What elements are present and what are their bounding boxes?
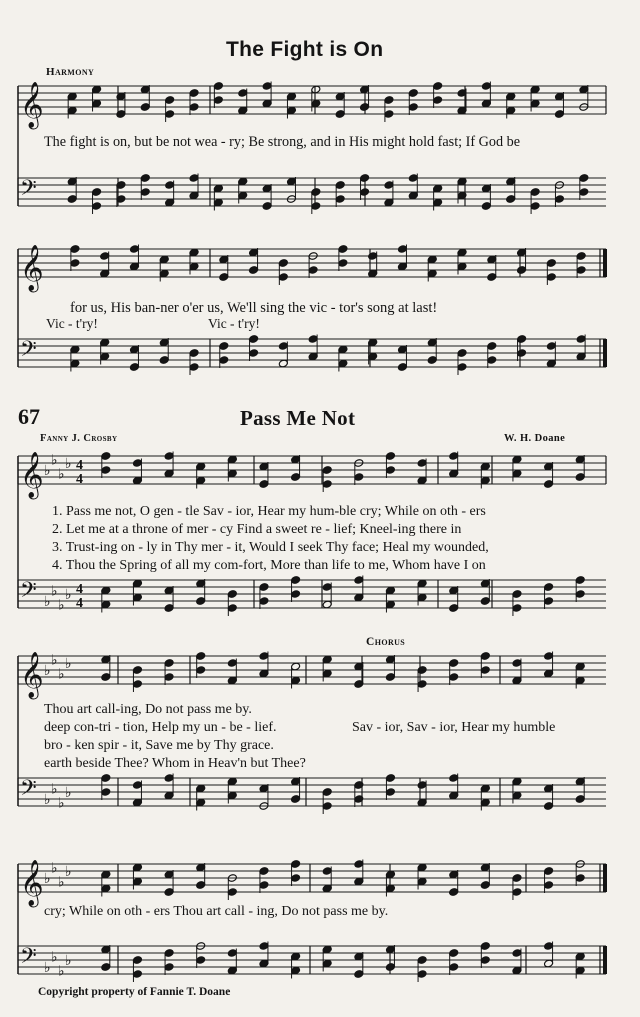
treble-clef: 𝄞	[20, 652, 44, 698]
verse-1-line: 1. Pass me not, O gen - tle Sav - ior, Hear my hum-ble cry; While on oth - ers	[52, 504, 486, 519]
chorus-final-line: cry; While on oth - ers Thou art call - ing, Do not pass me by.	[44, 904, 389, 919]
chorus-label: Chorus	[366, 636, 406, 648]
flat-sign: ♭	[51, 452, 58, 469]
bass-clef: 𝄢	[20, 944, 37, 974]
time-signature-top: 4	[76, 458, 83, 473]
time-signature-top: 4	[76, 582, 83, 597]
flat-sign: ♭	[44, 594, 51, 610]
copyright-notice: Copyright property of Fannie T. Doane	[38, 986, 231, 998]
bass-clef: 𝄢	[20, 578, 37, 608]
flat-sign: ♭	[58, 666, 65, 683]
hymn1-echo-right: Vic - t'ry!	[208, 316, 260, 331]
flat-sign: ♭	[44, 871, 51, 887]
final-bar-thick	[603, 946, 607, 974]
time-signature-bottom: 4	[76, 596, 83, 611]
verse-2-line: 2. Let me at a throne of mer - cy Find a sweet re - lief; Kneel-ing there in	[52, 522, 462, 537]
verse-3-line: 3. Trust-ing on - ly in Thy mer - it, Would I seek Thy face; Heal my wounded,	[52, 540, 489, 555]
flat-sign: ♭	[51, 781, 58, 798]
hymn-number: 67	[18, 404, 40, 429]
verse-3-continuation: bro - ken spir - it, Save me by Thy grace.	[44, 738, 274, 753]
flat-sign: ♭	[65, 656, 72, 672]
flat-sign: ♭	[44, 960, 51, 976]
flat-sign: ♭	[65, 587, 72, 603]
treble-clef: 𝄞	[20, 245, 44, 291]
final-bar-thick	[603, 339, 607, 367]
flat-sign: ♭	[51, 583, 58, 600]
bass-clef: 𝄢	[20, 176, 37, 206]
flat-sign: ♭	[65, 785, 72, 801]
flat-sign: ♭	[58, 963, 65, 980]
composer-credit: W. H. Doane	[504, 433, 566, 444]
flat-sign: ♭	[44, 463, 51, 479]
hymn1-echo-left: Vic - t'ry!	[46, 316, 98, 331]
flat-sign: ♭	[58, 795, 65, 812]
flat-sign: ♭	[58, 874, 65, 891]
flat-sign: ♭	[51, 949, 58, 966]
flat-sign: ♭	[65, 953, 72, 969]
verse-1-continuation: Thou art call-ing, Do not pass me by.	[44, 702, 252, 717]
bass-clef: 𝄢	[20, 776, 37, 806]
hymn1-part-label: Harmony	[46, 66, 95, 78]
treble-clef: 𝄞	[20, 860, 44, 906]
flat-sign: ♭	[51, 652, 58, 669]
treble-clef: 𝄞	[20, 82, 44, 128]
flat-sign: ♭	[58, 466, 65, 483]
hymn1-lyrics-line-2: for us, His ban-ner o'er us, We'll sing the vic - tor's song at last!	[70, 300, 438, 316]
verse-4-line: 4. Thou the Spring of all my com-fort, More than life to me, Whom have I on	[52, 558, 486, 573]
verse-4-continuation: earth beside Thee? Whom in Heav'n but Thee?	[44, 756, 306, 771]
chorus-start-line: Sav - ior, Sav - ior, Hear my humble	[352, 720, 556, 735]
final-bar-thick	[603, 864, 607, 892]
flat-sign: ♭	[51, 860, 58, 877]
flat-sign: ♭	[65, 456, 72, 472]
treble-clef: 𝄞	[20, 452, 44, 498]
hymn2-title: Pass Me Not	[240, 406, 356, 430]
bass-clef: 𝄢	[20, 337, 37, 367]
time-signature-bottom: 4	[76, 472, 83, 487]
hymn1-title: The Fight is On	[226, 38, 384, 61]
flat-sign: ♭	[44, 663, 51, 679]
lyricist-credit: Fanny J. Crosby	[40, 433, 118, 444]
final-bar-thick	[603, 249, 607, 277]
verse-2-continuation: deep con-tri - tion, Help my un - be - lief.	[44, 720, 277, 735]
hymn1-lyrics-line-1: The fight is on, but be not wea - ry; Be strong, and in His might hold fast; If God be	[44, 134, 520, 150]
flat-sign: ♭	[58, 597, 65, 614]
flat-sign: ♭	[65, 864, 72, 880]
flat-sign: ♭	[44, 792, 51, 808]
